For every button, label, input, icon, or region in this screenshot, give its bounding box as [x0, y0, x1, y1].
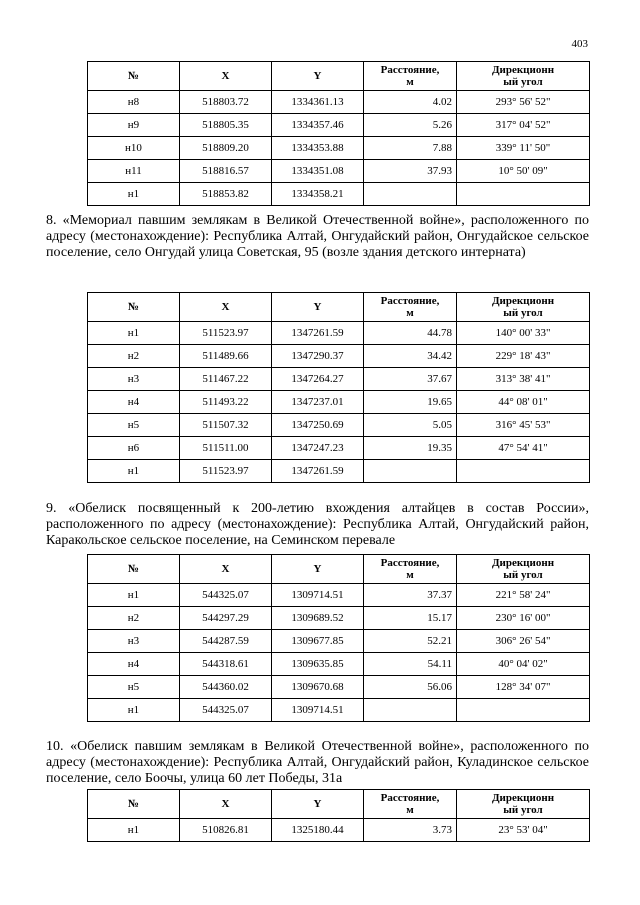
point-number: н2 [88, 345, 180, 368]
table-row [88, 91, 590, 114]
table-row [88, 819, 590, 842]
table-row [88, 183, 590, 206]
direction-angle: 140° 00' 33" [457, 322, 590, 345]
distance: 4.02 [364, 91, 457, 114]
header-direction-angle: Дирекционн ый угол [457, 62, 590, 91]
coordinates-table [87, 61, 590, 206]
table-block-1 [87, 61, 589, 206]
distance [364, 183, 457, 206]
distance: 19.35 [364, 437, 457, 460]
header-x: X [180, 555, 272, 584]
distance: 34.42 [364, 345, 457, 368]
direction-angle: 229° 18' 43" [457, 345, 590, 368]
distance: 5.05 [364, 414, 457, 437]
x-coordinate: 511507.32 [180, 414, 272, 437]
point-number: н1 [88, 460, 180, 483]
point-number: н10 [88, 137, 180, 160]
direction-angle: 293° 56' 52" [457, 91, 590, 114]
y-coordinate: 1334353.88 [272, 137, 364, 160]
header-y: Y [272, 62, 364, 91]
y-coordinate: 1309635.85 [272, 653, 364, 676]
x-coordinate: 518803.72 [180, 91, 272, 114]
table-row [88, 437, 590, 460]
header-direction-angle: Дирекционн ый угол [457, 790, 590, 819]
header-x: X [180, 293, 272, 322]
coordinates-table [87, 554, 590, 722]
x-coordinate: 518809.20 [180, 137, 272, 160]
y-coordinate: 1309670.68 [272, 676, 364, 699]
distance [364, 699, 457, 722]
header-distance: Расстояние, м [364, 790, 457, 819]
table-header-row [88, 790, 590, 819]
table-row [88, 584, 590, 607]
table-row [88, 414, 590, 437]
y-coordinate: 1347247.23 [272, 437, 364, 460]
table-block-8 [87, 292, 589, 483]
table-row [88, 676, 590, 699]
distance: 3.73 [364, 819, 457, 842]
direction-angle: 47° 54' 41" [457, 437, 590, 460]
point-number: н1 [88, 819, 180, 842]
distance: 7.88 [364, 137, 457, 160]
distance: 15.17 [364, 607, 457, 630]
point-number: н6 [88, 437, 180, 460]
distance: 56.06 [364, 676, 457, 699]
x-coordinate: 544318.61 [180, 653, 272, 676]
point-number: н11 [88, 160, 180, 183]
header-direction-angle: Дирекционн ый угол [457, 293, 590, 322]
x-coordinate: 544360.02 [180, 676, 272, 699]
x-coordinate: 511511.00 [180, 437, 272, 460]
point-number: н1 [88, 322, 180, 345]
y-coordinate: 1309689.52 [272, 607, 364, 630]
x-coordinate: 544297.29 [180, 607, 272, 630]
point-number: н4 [88, 391, 180, 414]
table-header-row [88, 62, 590, 91]
point-number: н8 [88, 91, 180, 114]
y-coordinate: 1347250.69 [272, 414, 364, 437]
table-row [88, 160, 590, 183]
section-9-text: 9. «Обелиск посвященный к 200-летию вхождения алтайцев в состав России», расположенного по адресу (местонахождение): Республика Алтай, Онгудайский район, Каракольское сельское поселение, на Семинском перевале [46, 501, 589, 548]
direction-angle: 316° 45' 53" [457, 414, 590, 437]
table-row [88, 114, 590, 137]
distance: 37.37 [364, 584, 457, 607]
y-coordinate: 1334351.08 [272, 160, 364, 183]
point-number: н3 [88, 630, 180, 653]
table-row [88, 322, 590, 345]
direction-angle [457, 699, 590, 722]
direction-angle: 317° 04' 52" [457, 114, 590, 137]
direction-angle: 313° 38' 41" [457, 368, 590, 391]
y-coordinate: 1309677.85 [272, 630, 364, 653]
point-number: н2 [88, 607, 180, 630]
point-number: н5 [88, 676, 180, 699]
y-coordinate: 1334361.13 [272, 91, 364, 114]
table-row [88, 368, 590, 391]
direction-angle: 40° 04' 02" [457, 653, 590, 676]
direction-angle: 10° 50' 09" [457, 160, 590, 183]
header-y: Y [272, 555, 364, 584]
x-coordinate: 518816.57 [180, 160, 272, 183]
x-coordinate: 511493.22 [180, 391, 272, 414]
header-distance: Расстояние, м [364, 62, 457, 91]
distance: 37.67 [364, 368, 457, 391]
table-row [88, 345, 590, 368]
y-coordinate: 1334358.21 [272, 183, 364, 206]
point-number: н5 [88, 414, 180, 437]
y-coordinate: 1347237.01 [272, 391, 364, 414]
x-coordinate: 518853.82 [180, 183, 272, 206]
y-coordinate: 1347261.59 [272, 460, 364, 483]
section-10-text: 10. «Обелиск павшим землякам в Великой Отечественной войне», расположенного по адресу (местонахождение): Республика Алтай, Онгудайский район, Куладинское сельское поселение, село Боочы, улица 60 лет Победы, 31а [46, 739, 589, 786]
direction-angle: 230° 16' 00" [457, 607, 590, 630]
direction-angle: 339° 11' 50" [457, 137, 590, 160]
direction-angle: 23° 53' 04" [457, 819, 590, 842]
section-8-text: 8. «Мемориал павшим землякам в Великой Отечественной войне», расположенного по адресу (местонахождение): Республика Алтай, Онгудайский район, Онгудайское сельское поселение, село Онгудай улица Советская, 95 (возле здания детского интерната) [46, 213, 589, 260]
distance: 44.78 [364, 322, 457, 345]
direction-angle: 306° 26' 54" [457, 630, 590, 653]
x-coordinate: 544287.59 [180, 630, 272, 653]
table-row [88, 391, 590, 414]
point-number: н1 [88, 183, 180, 206]
point-number: н3 [88, 368, 180, 391]
header-y: Y [272, 293, 364, 322]
point-number: н9 [88, 114, 180, 137]
x-coordinate: 510826.81 [180, 819, 272, 842]
direction-angle: 221° 58' 24" [457, 584, 590, 607]
header-x: X [180, 790, 272, 819]
x-coordinate: 511467.22 [180, 368, 272, 391]
direction-angle [457, 460, 590, 483]
y-coordinate: 1347290.37 [272, 345, 364, 368]
header-distance: Расстояние, м [364, 555, 457, 584]
header-y: Y [272, 790, 364, 819]
direction-angle [457, 183, 590, 206]
y-coordinate: 1334357.46 [272, 114, 364, 137]
x-coordinate: 518805.35 [180, 114, 272, 137]
table-row [88, 699, 590, 722]
y-coordinate: 1347261.59 [272, 322, 364, 345]
x-coordinate: 511489.66 [180, 345, 272, 368]
header-number: № [88, 555, 180, 584]
distance: 5.26 [364, 114, 457, 137]
y-coordinate: 1309714.51 [272, 584, 364, 607]
header-direction-angle: Дирекционн ый угол [457, 555, 590, 584]
distance: 19.65 [364, 391, 457, 414]
header-x: X [180, 62, 272, 91]
table-row [88, 607, 590, 630]
distance: 37.93 [364, 160, 457, 183]
distance: 54.11 [364, 653, 457, 676]
x-coordinate: 511523.97 [180, 322, 272, 345]
table-header-row [88, 555, 590, 584]
coordinates-table [87, 292, 590, 483]
table-row [88, 653, 590, 676]
coordinates-table [87, 789, 590, 842]
y-coordinate: 1325180.44 [272, 819, 364, 842]
table-row [88, 460, 590, 483]
table-block-9 [87, 554, 589, 722]
x-coordinate: 544325.07 [180, 699, 272, 722]
table-row [88, 630, 590, 653]
table-row [88, 137, 590, 160]
header-number: № [88, 790, 180, 819]
table-header-row [88, 293, 590, 322]
point-number: н1 [88, 699, 180, 722]
header-distance: Расстояние, м [364, 293, 457, 322]
x-coordinate: 511523.97 [180, 460, 272, 483]
page-number: 403 [571, 38, 588, 50]
direction-angle: 128° 34' 07" [457, 676, 590, 699]
y-coordinate: 1347264.27 [272, 368, 364, 391]
table-block-10 [87, 789, 589, 842]
x-coordinate: 544325.07 [180, 584, 272, 607]
header-number: № [88, 293, 180, 322]
point-number: н4 [88, 653, 180, 676]
point-number: н1 [88, 584, 180, 607]
distance: 52.21 [364, 630, 457, 653]
header-number: № [88, 62, 180, 91]
direction-angle: 44° 08' 01" [457, 391, 590, 414]
y-coordinate: 1309714.51 [272, 699, 364, 722]
distance [364, 460, 457, 483]
